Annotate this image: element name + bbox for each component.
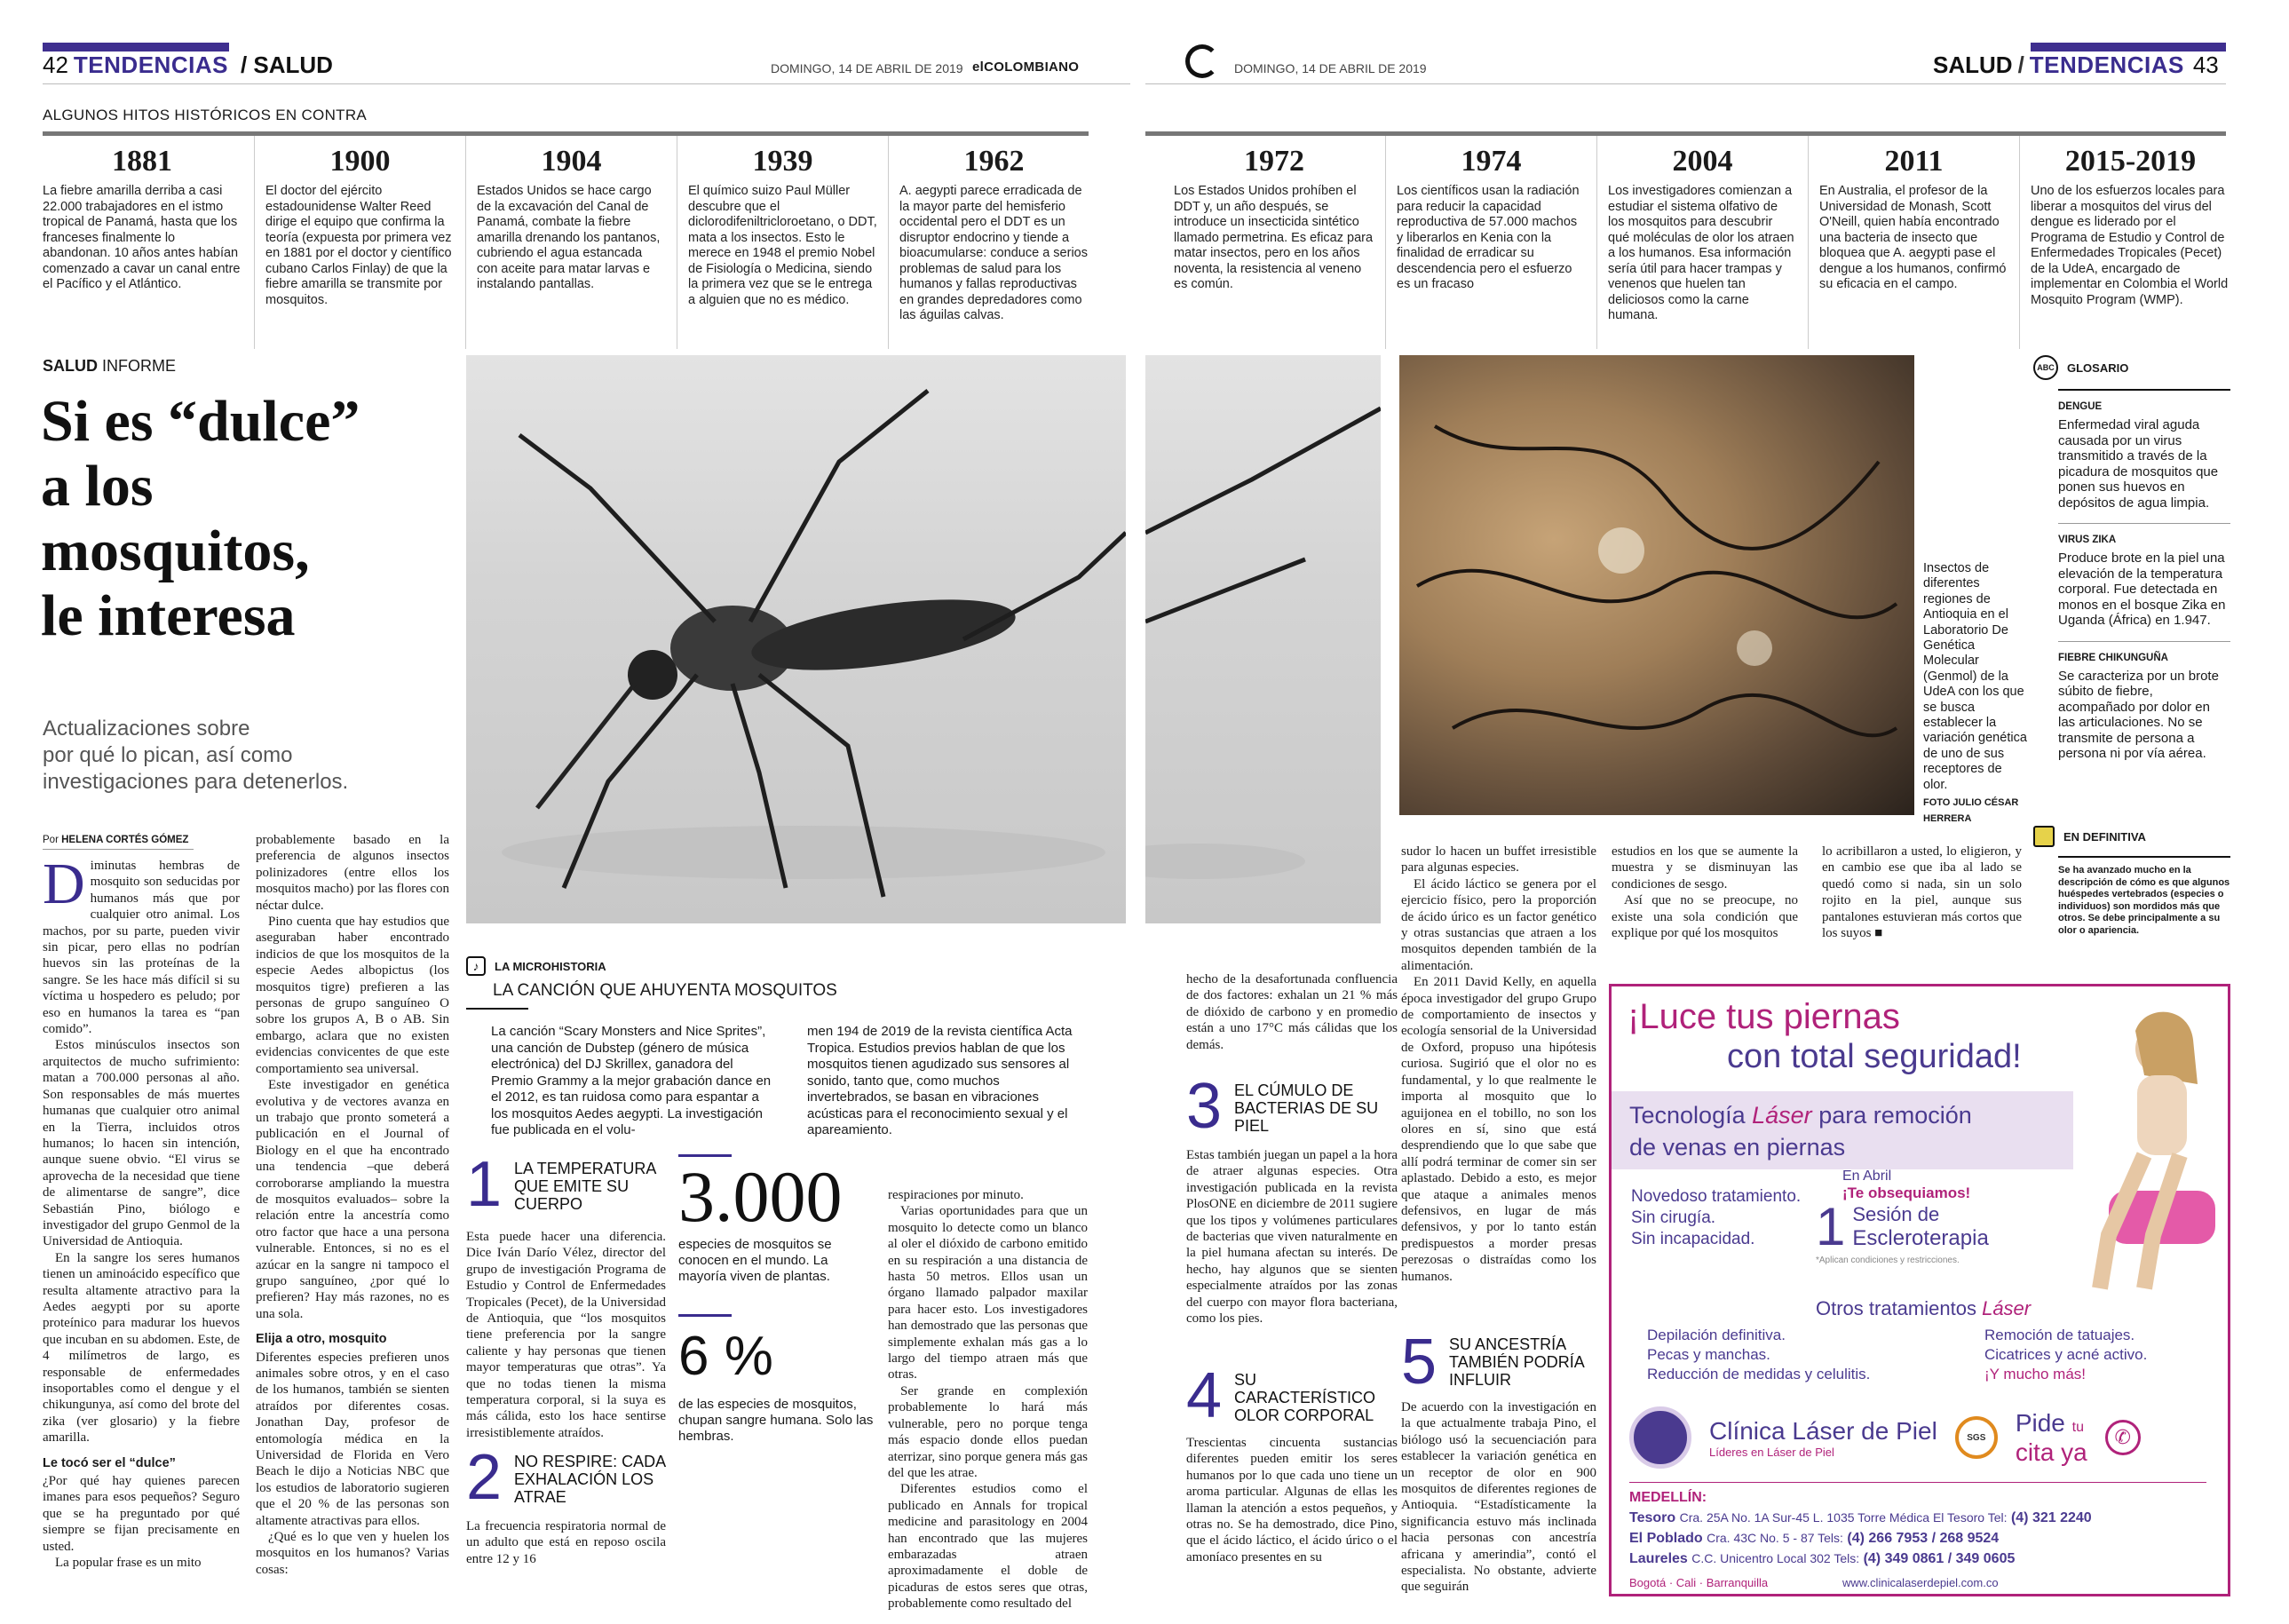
ad-treatment: Depilación definitiva. bbox=[1647, 1327, 1786, 1343]
definitiva-title: EN DEFINITIVA bbox=[2063, 829, 2146, 844]
header-right: SALUD / TENDENCIAS 43 bbox=[1933, 51, 2219, 78]
ad-bullet: Sin cirugía. bbox=[1631, 1208, 1716, 1227]
header-left-rule bbox=[43, 83, 1130, 84]
title-line: le interesa bbox=[41, 583, 296, 648]
subtitle-line: por qué lo pican, así como bbox=[43, 743, 293, 767]
article-column-5 bbox=[888, 1187, 1088, 1612]
ad-others-right bbox=[1984, 1326, 2147, 1384]
header-left bbox=[43, 51, 333, 79]
branch-address: Cra. 25A No. 1A Sur-45 L. 1035 Torre Médica El Tesoro Tel: bbox=[1679, 1510, 2008, 1525]
header-right-date: DOMINGO, 14 DE ABRIL DE 2019 bbox=[1234, 61, 1427, 75]
timeline-year: 1881 bbox=[112, 145, 172, 178]
mosquito-legs-illustration bbox=[1145, 355, 1381, 923]
ad-band bbox=[1612, 1091, 2073, 1169]
glossary-def: Enfermedad viral aguda causada por un virus transmitido a través de la picadura de mosquitos que ponen sus huevos en depósitos de agua limpia. bbox=[2058, 417, 2219, 511]
paragraph: En la sangre los seres humanos tienen un aminoácido específico que resulta altamente atractivo para la Aedes aegypti por su aporte proteínico para madurar los huevos que incuban en su abdomen. Este, de 4 milímetros de largo, es responsable de enfermedades insoportables como el dengue y el chikungunya, así como del brote del zika (ver glosario) y la fiebre amarilla. bbox=[43, 1250, 240, 1446]
stat-6-percent bbox=[678, 1314, 874, 1445]
ad-headline-1: ¡Luce tus piernas bbox=[1628, 997, 1900, 1036]
clinic-logo-icon bbox=[1629, 1406, 1691, 1469]
glossary-item bbox=[2058, 389, 2230, 511]
paragraph: Varias oportunidades para que un mosquito lo detecte como un blanco al oler el dióxido de carbono emitido en su respiración a una distancia de hasta 50 metros. Ellos usan un órgano llamado palpador maxilar para hacer esto. Los investigadores han demostrado que las personas que simplemente exhalan más gas a lo largo del tiempo atraen más que otras. bbox=[888, 1204, 1088, 1382]
point-2 bbox=[466, 1442, 666, 1567]
timeline-item bbox=[1808, 136, 2019, 349]
caption-text: Insectos de diferentes regiones de Antioquia en el Laboratorio De Genética Molecular (Genmol) de la UdeA con los que se busca establecer la variación genética de uno de sus receptores de olor. bbox=[1923, 561, 2027, 792]
ad-band-text: Tecnología bbox=[1629, 1102, 1746, 1129]
stat-text: especies de mosquitos se conocen en el mundo. La mayoría viven de plantas. bbox=[678, 1237, 832, 1284]
point-text: Trescientas cincuenta sustancias diferentes pueden emitir los seres humanos por lo que cada uno tiene un aroma particular. Algunas de ellas les llaman la atención a estos pequeños, y otras no. Se ha demostrado, dice Pino, que el ácido láctico, el ácido úrico o el amoníaco presentes en su bbox=[1186, 1436, 1398, 1565]
title-line: mosquitos, bbox=[41, 519, 310, 583]
page-number-right: 43 bbox=[2192, 51, 2219, 78]
glossary-item bbox=[2058, 523, 2230, 629]
branch-address: Cra. 43C No. 5 - 87 Tels: bbox=[1707, 1531, 1843, 1545]
paragraph: respiraciones por minuto. bbox=[888, 1188, 1024, 1202]
ad-bullets bbox=[1631, 1186, 1801, 1250]
branch-name: Tesoro bbox=[1629, 1510, 1676, 1525]
stat-3000 bbox=[678, 1154, 874, 1285]
paragraph: Así que no se preocupe, no existe una sola condición que explique por qué los mosquitos bbox=[1612, 893, 1798, 941]
stat-text: de las especies de mosquitos, chupan sangre humana. Solo las hembras. bbox=[678, 1397, 874, 1444]
glossary-title: GLOSARIO bbox=[2067, 360, 2129, 375]
mosquito-illustration bbox=[466, 355, 1126, 923]
ad-cities: Bogotá · Cali · Barranquilla bbox=[1629, 1576, 1769, 1589]
branch-address: C.C. Unicentro Local 302 Tels: bbox=[1691, 1551, 1860, 1565]
timeline-year: 2015-2019 bbox=[2064, 145, 2197, 178]
ad-band-text: para remoción bbox=[1818, 1102, 1972, 1129]
promo-month: En Abril bbox=[1842, 1168, 1892, 1184]
point-1 bbox=[466, 1149, 666, 1441]
paragraph: Diferentes especies prefieren unos animales sobre otros, y en el caso de los humanos, también se sienten atraídos por diferentes cosas. Jonathan Day, profesor de entomología médica en la Universidad de Florida en Vero Beach le dijo a Noticias NBC que los estudios de laboratorio sugieren que el 20 % de las personas son altamente atractivas para ellos. bbox=[256, 1350, 449, 1528]
timeline-item bbox=[254, 136, 465, 349]
insects-illustration bbox=[1399, 355, 1914, 815]
microhistoria-kicker: LA MICROHISTORIA bbox=[495, 959, 606, 973]
timeline-year: 1900 bbox=[329, 145, 391, 178]
microhistoria-text-b: men 194 de 2019 de la revista científica Acta Tropica. Estudios previos hablan de que los mosquitos tienen agudizado sus sensores al sonido, tanto que, como muchos invertebrados, se basan en vibraciones acústicas para el reconocimiento sexual y el apareamiento. bbox=[807, 1024, 1073, 1137]
paragraph: Diferentes estudios como el publicado en Annals for tropical medicine and parasitology en 2004 han encontrado que las mujeres embarazadas atraen aproximadamente el doble de picaduras de estos seres que otras, probablemente como resultado del bbox=[888, 1482, 1088, 1612]
ad-contacts bbox=[1629, 1482, 2206, 1569]
promo-line: Sesión de bbox=[1852, 1203, 1940, 1225]
pide-tu: tu bbox=[2071, 1419, 2084, 1435]
model-illustration bbox=[2082, 1004, 2230, 1297]
promo-line: Escleroterapia bbox=[1852, 1226, 1989, 1250]
clinic-tagline: Líderes en Láser de Piel bbox=[1709, 1445, 1834, 1459]
section-label-left: TENDENCIAS bbox=[73, 51, 228, 78]
point-number: 5 bbox=[1401, 1327, 1438, 1398]
timeline-year: 1939 bbox=[752, 145, 813, 178]
glossary-def: Produce brote en la piel una elevación de la temperatura corporal. Fue detectada en monos en el bosque Zika en Uganda (África) en 1.947. bbox=[2058, 551, 2226, 628]
timeline-item bbox=[1174, 136, 1385, 349]
timeline-year: 1904 bbox=[541, 145, 602, 178]
ad-treatment: ¡Y mucho más! bbox=[1984, 1366, 2087, 1382]
ad-bullet: Sin incapacidad. bbox=[1631, 1230, 1755, 1248]
ad-band-text-2: de venas en piernas bbox=[1629, 1134, 1846, 1161]
others-text: Otros tratamientos bbox=[1816, 1297, 1976, 1319]
paragraph: estudios en los que se aumente la muestra y se disminuyan las condiciones de sesgo. bbox=[1612, 844, 1798, 891]
article-column-6 bbox=[1186, 971, 1398, 1053]
microhistoria-box bbox=[466, 956, 1088, 1139]
ad-brand-row bbox=[1629, 1402, 2215, 1473]
ad-treatment: Cicatrices y acné activo. bbox=[1984, 1346, 2148, 1363]
paragraph: iminutas hembras de mosquito son seducidas por humanos más que por cualquier otro animal. Los machos, por su parte, pueden vivir sin picar, pero ellas no podrían huevos sin las proteínas de la sangre. Se les hace más difícil si su víctima u hospedero es peludo; por eso en humanos la tarea es “pan comido”. bbox=[43, 859, 240, 1037]
timeline-text: La fiebre amarilla derriba a casi 22.000 trabajadores en el istmo tropical de Panamá, hasta que los franceses finalmente lo abandonan. 10 años antes habían comenzado a cavar un canal entre el Pacífico y el Atlántico. bbox=[43, 184, 241, 291]
point-3 bbox=[1186, 1071, 1398, 1327]
kicker-bold: SALUD bbox=[43, 357, 98, 375]
point-text: La frecuencia respiratoria normal de un adulto que está en reposo oscila entre 12 y 16 bbox=[466, 1519, 666, 1566]
timeline-item bbox=[465, 136, 677, 349]
logo-c-icon bbox=[1185, 44, 1219, 78]
paragraph: probablemente basado en la preferencia de algunos insectos polinizadores (entre ellos los mosquitos macho) por las flores con néctar dulce. bbox=[256, 833, 449, 913]
timeline-item bbox=[43, 136, 254, 349]
timeline-text: Estados Unidos se hace cargo de la excavación del Canal de Panamá, combate la fiebre amarilla drenando los pantanos, cubriendo el agua estancada con aceite para matar larvas e instalando pantallas. bbox=[477, 184, 661, 291]
glossary-term: DENGUE bbox=[2058, 401, 2103, 412]
header-left-accent-bar bbox=[43, 43, 229, 51]
abc-icon: ABC bbox=[2033, 355, 2058, 380]
stat-value: 3.000 bbox=[678, 1156, 843, 1237]
microhistoria-text-a: La canción “Scary Monsters and Nice Sprites”, una canción de Dubstep (género de música electrónica) del DJ Skrillex, ganadora del Premio Grammy a la mejor grabación dance en el 2012, es tan ruidosa como para espantar a los mosquitos Aedes aegypti. La investigación fue publicada en el volu- bbox=[491, 1024, 772, 1137]
paragraph: Ser grande en complexión probablemente lo hará más vulnerable, pero no porque tenga más espacio donde ellos puedan aterrizar, sino porque genera más gas del que les atrae. bbox=[888, 1383, 1088, 1480]
paragraph: Este investigador en genética evolutiva y de vectores avanza en un trabajo que pronto someterá a publicación en el Journal of Biology en el que ha encontrado una tendencia –que deberá corroborarse ampliando la muestra de mosquitos evaluados– sobre la relación entre la ancestría como otro factor que hace a una persona vulnerable. Entonces, si no es el azúcar en la sangre ni tampoco el grupo sanguíneo, ¿por qué lo prefieren? Hay más razones, no es una sola. bbox=[256, 1078, 449, 1321]
paragraph: sudor lo hacen un buffet irresistible para algunas especies. bbox=[1401, 844, 1596, 875]
timeline-text: Uno de los esfuerzos locales para liberar a mosquitos del virus del dengue es liderado por el Programa de Estudio y Control de Enfermedades Tropicales (Pecet) de la UdeA, encargado de implementar en Colombia el World Mosquito Program (WMP). bbox=[2031, 184, 2229, 307]
byline-prefix: Por bbox=[43, 835, 59, 845]
paragraph: Estos minúsculos insectos son arquitectos de mucho sufrimiento: matan a 700.000 personas al año. Son responsables de más muertes humanas que cualquier otro animal en la Tierra, incluidos otros humanos; lo hacen sin intención, aunque suene obvio. “El virus se aprovecha de la necesidad que tiene de alimentarse de sangre”, dice Sebastián Pino, biólogo e investigador del grupo Genmol de la Universidad de Antioquia. bbox=[43, 1038, 240, 1249]
point-title: SU ANCESTRÍA TAMBIÉN PODRÍA INFLUIR bbox=[1449, 1335, 1584, 1389]
paragraph: La popular frase es un mito bbox=[55, 1556, 202, 1571]
ad-band-laser: Láser bbox=[1752, 1102, 1812, 1129]
page-number-left: 42 bbox=[43, 51, 68, 78]
photo-credit: FOTO JULIO CÉSAR HERRERA bbox=[1923, 797, 2019, 824]
paragraph: ¿Por qué hay quienes parecen imanes para esos pequeños? Seguro que se ha preguntado por qué siempre se fijan precisamente en usted. bbox=[43, 1474, 240, 1554]
timeline-year: 1962 bbox=[963, 145, 1025, 178]
timeline-text: El doctor del ejército estadounidense Walter Reed dirige el equipo que confirma la teoría (expuesta por primera vez en 1881 por el doctor y científico cubano Carlos Finlay) de que la fiebre amarilla se transmite por mosquitos. bbox=[265, 184, 452, 307]
subheading: Elija a otro, mosquito bbox=[256, 1332, 387, 1347]
article-column-8 bbox=[1612, 844, 1798, 941]
paragraph: En 2011 David Kelly, en aquella época investigador del grupo Grupo de comportamiento de insectos y ecología sensorial de la Universidad de Oxford, propuso una hipótesis curiosa. Sugirió que el olor no es fundamental, y lo que realmente le importa al mosquito que lo aguijonea en el tobillo, no son los olores en sí, sino que está desprendiendo que lo que sabe que allí podrá terminar de comer sin ser aplastado. Debido a esto, es mejor que ataque a animales menos defensivos, en lugar de más defensivos, y por lo tanto están predispuestos a morder presas perezosas o distraídas como los humanos. bbox=[1401, 975, 1596, 1284]
timeline-text: En Australia, el profesor de la Universidad de Monash, Scott O'Neill, quien había encontrado una bacteria de insecto que bloquea que A. aegypti pase el dengue a los humanos, confirmó su eficacia en el campo. bbox=[1819, 184, 2007, 291]
point-title: EL CÚMULO DE BACTERIAS DE SU PIEL bbox=[1234, 1081, 1379, 1135]
point-number: 3 bbox=[1186, 1071, 1223, 1142]
subtitle-line: investigaciones para detenerlos. bbox=[43, 770, 349, 794]
article-column-1 bbox=[43, 852, 240, 1571]
promo-note: *Aplican condiciones y restricciones. bbox=[1816, 1256, 1960, 1265]
ad-treatment: Reducción de medidas y celulitis. bbox=[1647, 1366, 1871, 1382]
ad-model-image bbox=[2082, 1004, 2230, 1297]
header-left-date: DOMINGO, 14 DE ABRIL DE 2019 bbox=[771, 61, 963, 75]
ad-others-title bbox=[1816, 1297, 2031, 1320]
mosquito-photo-right bbox=[1145, 355, 1381, 923]
timeline-left bbox=[43, 136, 1099, 349]
phone-icon[interactable]: ✆ bbox=[2105, 1420, 2141, 1455]
timeline-text: Los Estados Unidos prohíben el DDT y, un año después, se introduce un insecticida sintético llamado permetrina. Es eficaz para matar insectos, pero en los años noventa, la resistencia al veneno es común. bbox=[1174, 184, 1374, 291]
point-title: SU CARACTERÍSTICO OLOR CORPORAL bbox=[1234, 1371, 1376, 1424]
timeline-item bbox=[677, 136, 888, 349]
definitiva-icon bbox=[2033, 826, 2055, 847]
point-4 bbox=[1186, 1360, 1398, 1565]
lab-insects-photo bbox=[1399, 355, 1914, 815]
paragraph: El ácido láctico se genera por el ejercicio físico, pero la proporción de ácido úrico es un factor genético y otras sustancias que atraen a los mosquitos dependen también de la alimentación. bbox=[1401, 876, 1596, 973]
article-kicker bbox=[43, 357, 176, 376]
photo-caption bbox=[1923, 561, 2030, 827]
cita-text: cita ya bbox=[2015, 1438, 2087, 1466]
timeline-item bbox=[888, 136, 1099, 349]
article-column-2 bbox=[256, 832, 449, 1578]
ad-treatment: Pecas y manchas. bbox=[1647, 1346, 1770, 1363]
kicker-text: INFORME bbox=[102, 357, 177, 375]
others-laser: Láser bbox=[1982, 1297, 2032, 1319]
byline-rule bbox=[43, 849, 194, 850]
timeline-item bbox=[1596, 136, 1808, 349]
point-text: De acuerdo con la investigación en la que actualmente trabaja Pino, el biólogo usó la secuenciación para establecer la variación genética en un receptor de olor en 900 mosquitos de diferentes regiones de Antioquia. “Estadísticamente la significancia estuvo más inclinada hacia personas con ancestría africana y amerindia”, contó el especialista. No obstante, advierte que seguirán bbox=[1401, 1400, 1596, 1595]
branch-phone[interactable]: (4) 266 7953 / 268 9524 bbox=[1847, 1531, 2000, 1546]
timeline-item bbox=[2019, 136, 2230, 349]
byline bbox=[43, 835, 188, 845]
pide-text: Pide bbox=[2015, 1408, 2065, 1437]
timeline-right bbox=[1174, 136, 2230, 349]
subtitle-line: Actualizaciones sobre bbox=[43, 717, 250, 741]
ad-promo bbox=[1816, 1168, 2029, 1265]
dropcap: D bbox=[43, 852, 85, 916]
subsection-label-left: / SALUD bbox=[240, 51, 333, 78]
mosquito-photo-left bbox=[466, 355, 1126, 923]
microhistoria-title: LA CANCIÓN QUE AHUYENTA MOSQUITOS bbox=[493, 981, 837, 1000]
branch-phone[interactable]: (4) 349 0861 / 349 0605 bbox=[1863, 1551, 2016, 1566]
timeline-title: ALGUNOS HITOS HISTÓRICOS EN CONTRA bbox=[43, 107, 368, 123]
timeline-year: 2004 bbox=[1672, 145, 1733, 178]
paragraph: lo acribillaron a usted, lo eligieron, y en cambio ese que iba al lado se quedó como si nada, sin un solo rojito en la piel, aunque sus pantalones estuvieran más cortos que los suyos ■ bbox=[1822, 844, 2022, 941]
glossary-term: VIRUS ZIKA bbox=[2058, 535, 2117, 545]
ad-city: MEDELLÍN: bbox=[1629, 1490, 1707, 1505]
timeline-year: 1972 bbox=[1244, 145, 1304, 178]
point-text: Esta puede hacer una diferencia. Dice Iván Darío Vélez, director del grupo de investigación Programa de Estudio y Control de Enfermedades Tropicales (Pecet), de la Universidad de Antioquia, que “los mosquitos tiene preferencia por la sangre caliente y hay personas que tienen mayor temperaturas que otras”. Ya que no todas tienen la misma temperatura corporal, si la suya es más cálida, esto los hace sentirse irresistiblemente atraídos. bbox=[466, 1230, 666, 1440]
promo-number: 1 bbox=[1816, 1197, 1846, 1256]
paragraph: hecho de la desafortunada confluencia de dos factores: exhalan un 21 % más de dióxido de carbono y en promedio están a uno 17°C más cálidas que los demás. bbox=[1186, 972, 1398, 1052]
article-column-7 bbox=[1401, 844, 1596, 1285]
clinic-name: Clínica Láser de Piel bbox=[1709, 1416, 1937, 1445]
header-right-rule bbox=[1145, 83, 2226, 84]
timeline-year: 1974 bbox=[1461, 145, 1522, 178]
ad-website-link[interactable]: www.clinicalaserdepiel.com.co bbox=[1842, 1576, 1999, 1589]
point-text: Estas también juegan un papel a la hora de atraer algunas especies. Otra investigación publicada en la revista PlosONE en diciembre de 2011 sugiere que los tipos y volúmenes particulares de bacterias que viven naturalmente en la piel humana afectan su interés. De hecho, hay algunos que se sienten especialmente atraídos por las zonas del cuerpo con mayor flora bacteriana, como los pies. bbox=[1186, 1148, 1398, 1327]
glossary bbox=[2033, 355, 2230, 762]
ad-treatment: Remoción de tatuajes. bbox=[1984, 1327, 2135, 1343]
timeline-text: Los investigadores comienzan a estudiar el sistema olfativo de los mosquitos para descubrir qué moléculas de olor los atraen a los humanos. Esa información sería útil para hacer trampas y venenos que huelen tan deliciosos como la carne humana. bbox=[1608, 184, 1794, 322]
en-definitiva bbox=[2033, 826, 2230, 937]
point-number: 2 bbox=[466, 1442, 503, 1513]
timeline-text: Los científicos usan la radiación para reducir la capacidad reproductiva de 57.000 machos y liberarlos en Kenia con la finalidad de erradicar su descendencia pero el esfuerzo es un fracaso bbox=[1397, 184, 1580, 291]
ad-bullet: Novedoso tratamiento. bbox=[1631, 1187, 1802, 1206]
timeline-item bbox=[1385, 136, 1596, 349]
article-subtitle bbox=[43, 716, 460, 796]
music-note-icon: ♪ bbox=[466, 956, 486, 976]
timeline-text: A. aegypti parece erradicada de la mayor parte del hemisferio occidental pero el DDT es un disruptor endocrino y tiende a bioacumularse: conduce a serios problemas de salud para los humanos y fallas reproductivas en grandes depredadores como las águilas calvas. bbox=[899, 184, 1088, 322]
stat-value: 6 % bbox=[678, 1326, 773, 1387]
title-line: a los bbox=[41, 454, 154, 519]
subheading: Le tocó ser el “dulce” bbox=[43, 1455, 176, 1470]
section-label-right: SALUD bbox=[1933, 51, 2013, 78]
advertisement[interactable] bbox=[1609, 984, 2230, 1596]
point-title: NO RESPIRE: CADA EXHALACIÓN LOS ATRAE bbox=[514, 1453, 666, 1506]
article-column-9 bbox=[1822, 844, 2022, 941]
glossary-term: FIEBRE CHIKUNGUÑA bbox=[2058, 652, 2168, 663]
promo-gift: ¡Te obsequiamos! bbox=[1842, 1184, 1971, 1201]
paragraph: ¿Qué es lo que ven y huelen los mosquitos en los humanos? Varias cosas: bbox=[256, 1530, 449, 1577]
article-title bbox=[41, 389, 458, 648]
subsection-label-right: TENDENCIAS bbox=[2029, 51, 2184, 78]
paragraph: Pino cuenta que hay estudios que aseguraban haber encontrado indicios de que los mosquitos de la especie Aedes albopictus (los mosquitos tigre) prefieren a las personas de grupo sanguíneo O sobre los grupos A, B o AB. Sin embargo, aclara que no existen evidencias convicentes de que este comportamiento sea universal. bbox=[256, 915, 449, 1076]
ad-headline-2: con total seguridad! bbox=[1727, 1038, 2022, 1075]
sgs-badge-icon: SGS bbox=[1955, 1416, 1998, 1459]
header-left-paper: elCOLOMBIANO bbox=[972, 59, 1080, 75]
header-right-accent-bar bbox=[2031, 43, 2226, 51]
point-number: 4 bbox=[1186, 1360, 1223, 1431]
point-5 bbox=[1401, 1327, 1596, 1596]
definitiva-text: Se ha avanzado mucho en la descripción de cómo es que algunos huéspedes vertebrados (especies o individuos) son mordidos más que otros. Se debe principalmente a su olor o apariencia. bbox=[2058, 856, 2230, 937]
ad-others-left bbox=[1647, 1326, 1870, 1384]
branch-name: Laureles bbox=[1629, 1551, 1688, 1566]
timeline-year: 2011 bbox=[1884, 145, 1944, 178]
byline-author: HELENA CORTÉS GÓMEZ bbox=[61, 835, 189, 845]
title-line: Si es “dulce” bbox=[41, 389, 360, 454]
glossary-item bbox=[2058, 641, 2230, 762]
glossary-def: Se caracteriza por un brote súbito de fiebre, acompañado por dolor en las articulaciones. No se transmite de persona a persona ni por vía aérea. bbox=[2058, 668, 2219, 761]
point-title: LA TEMPERATURA QUE EMITE SU CUERPO bbox=[514, 1160, 656, 1213]
timeline-text: El químico suizo Paul Müller descubre que el diclorodifeniltricloroetano, o DDT, mata a los insectos. Esto le merece en 1948 el premio Nobel de Fisiología o Medicina, siendo la primera vez que se le entrega a alguien que no es médico. bbox=[688, 184, 877, 307]
branch-name: El Poblado bbox=[1629, 1531, 1703, 1546]
point-number: 1 bbox=[466, 1149, 503, 1220]
branch-phone[interactable]: (4) 321 2240 bbox=[2010, 1510, 2092, 1525]
